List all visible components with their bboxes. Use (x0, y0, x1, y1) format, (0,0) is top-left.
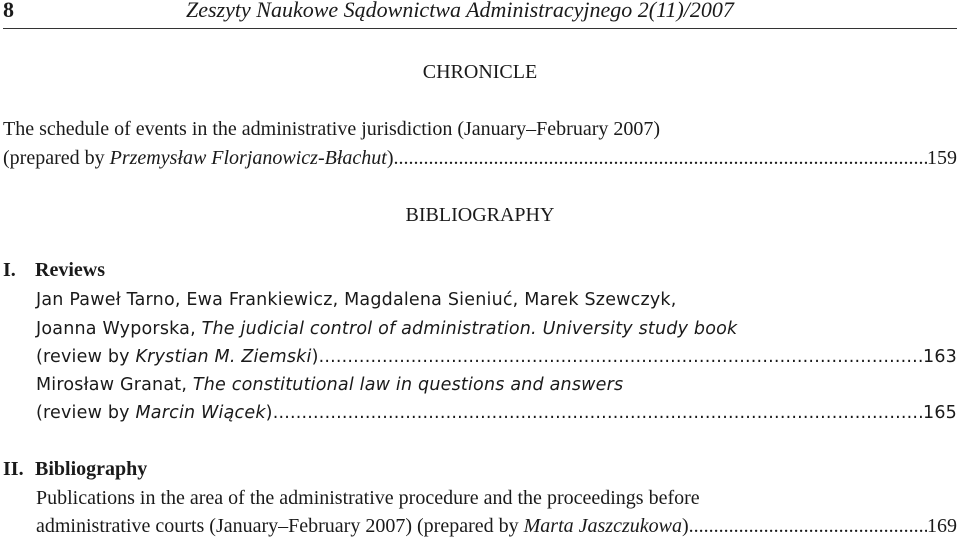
section-reviews-heading (3, 256, 105, 284)
review1-authors: Joanna Wyporska, (36, 319, 202, 339)
section-reviews-title: Reviews (35, 259, 105, 281)
leader-dots (319, 343, 923, 371)
chronicle-entry-line2 (3, 144, 957, 172)
bibliography-entry-suffix: ) (681, 515, 689, 537)
review1-suffix: ) (311, 347, 319, 367)
chronicle-heading: CHRONICLE (422, 61, 538, 83)
section-bibliography-heading (3, 455, 147, 483)
review2-reviewer-text (36, 399, 273, 427)
leader-dots (689, 512, 927, 540)
review2-line2 (36, 399, 957, 427)
section-bibliography-title: Bibliography (35, 458, 148, 480)
chronicle-entry-prefix: (prepared by (3, 147, 110, 169)
bibliography-heading: BIBLIOGRAPHY (405, 204, 555, 226)
chronicle-entry-text (3, 144, 394, 172)
review1-page: 163 (922, 347, 957, 367)
bibliography-entry-line1: Publications in the area of the administrative procedure and the proceedings before (36, 487, 700, 509)
leader-dots (273, 399, 923, 427)
review2-line1 (36, 371, 623, 399)
review1-line1: Jan Paweł Tarno, Ewa Frankiewicz, Magdalena Sieniuć, Marek Szewczyk, (36, 290, 677, 310)
bibliography-entry-compiler: Marta Jaszczukowa (523, 515, 682, 537)
bibliography-entry-prefix: administrative courts (January–February 2007) (prepared by (36, 515, 524, 537)
page-number: 8 (3, 0, 14, 22)
review1-reviewer: Krystian M. Ziemski (135, 347, 312, 367)
review2-title: The constitutional law in questions and answers (192, 375, 624, 395)
review1-line3 (36, 343, 957, 371)
review2-author: Mirosław Granat, (36, 375, 193, 395)
section-reviews-number: I. (3, 259, 16, 281)
bibliography-entry-line2 (36, 512, 957, 540)
leader-dots (394, 144, 928, 172)
review1-line2 (36, 315, 737, 343)
review2-suffix: ) (265, 403, 273, 423)
bibliography-entry-page: 169 (927, 515, 957, 537)
review2-prefix: (review by (36, 403, 136, 423)
review2-reviewer: Marcin Wiącek (135, 403, 266, 423)
journal-title: Zeszyty Naukowe Sądownictwa Administracyjnego 2(11)/2007 (186, 0, 734, 22)
review1-reviewer-text (36, 343, 319, 371)
review1-prefix: (review by (36, 347, 136, 367)
bibliography-entry-text (36, 512, 689, 540)
review2-page: 165 (922, 403, 957, 423)
review1-title: The judicial control of administration. University study book (201, 319, 738, 339)
chronicle-entry-line1: The schedule of events in the administrative jurisdiction (January–February 2007) (3, 118, 661, 140)
chronicle-entry-page: 159 (927, 147, 957, 169)
chronicle-entry-suffix: ) (386, 147, 394, 169)
section-bibliography-number: II. (3, 458, 24, 480)
running-header (3, 0, 957, 29)
chronicle-entry-author: Przemysław Florjanowicz-Błachut (109, 147, 387, 169)
